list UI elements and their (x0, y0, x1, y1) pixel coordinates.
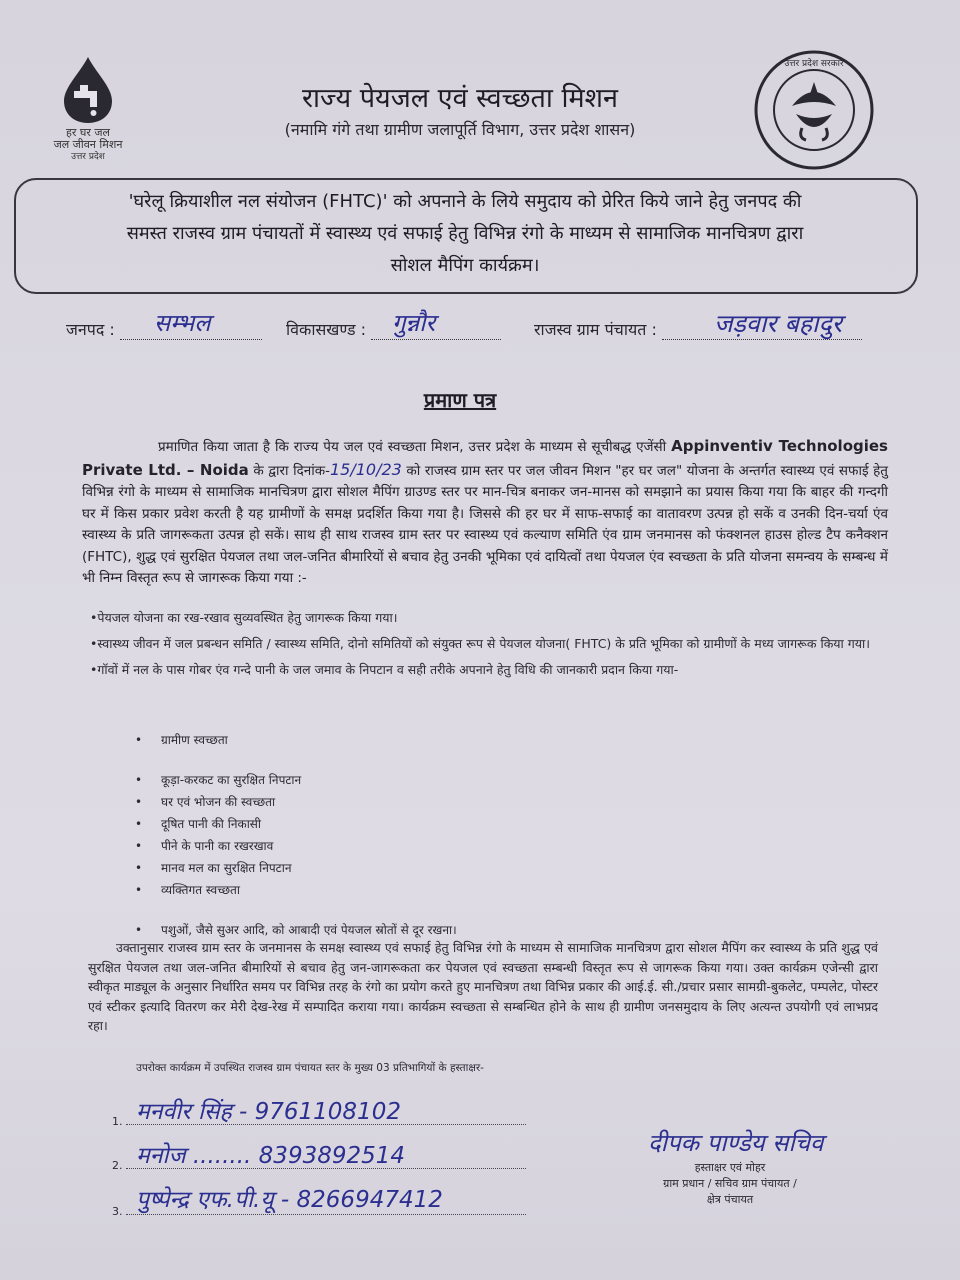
block-value: गुन्नौर (392, 309, 436, 337)
participant-phone: 8393892514 (258, 1143, 406, 1169)
para1-part-a: प्रमाणित किया जाता है कि राज्य पेय जल एवं स्वच्छता मिशन, उत्तर प्रदेश के माध्यम से सूचीबद्ध एजेंसी (158, 439, 667, 455)
participant-1-signature: मनवीर सिंह - 9761108102 (136, 1099, 401, 1125)
panchayat-label: राजस्व ग्राम पंचायत : (534, 320, 657, 339)
participant-3-signature: पुष्पेन्द्र एफ.पी.यू - 8266947412 (136, 1187, 443, 1213)
program-date: 15/10/23 (329, 459, 402, 479)
program-line: सोशल मैपिंग कार्यक्रम। (390, 255, 540, 276)
officer-line: ग्राम प्रधान / सचिव ग्राम पंचायत / (663, 1177, 797, 1190)
para1-part-b: के द्वारा दिनांक- (248, 462, 330, 479)
list-item: • पेयजल योजना का रख-रखाव सुव्यवस्थित हेतु जागरूक किया गया। (90, 608, 890, 628)
officer-line: हस्ताक्षर एवं मोहर (694, 1161, 766, 1174)
agency-name: Appinventiv Technologies Private Ltd. – Noida (82, 437, 888, 479)
list-item: • ग्रामीण स्वच्छता (135, 730, 457, 752)
participant-phone: 8266947412 (296, 1187, 443, 1213)
participant-number: 2. (112, 1159, 123, 1172)
program-line: 'घरेलू क्रियाशील नल संयोजन (FHTC)' को अपनाने के लिये समुदाय को प्रेरित किये जाने हेतु जनपद की (128, 191, 802, 212)
certificate-paragraph-1 (82, 436, 888, 590)
awareness-bullets (90, 608, 890, 686)
officer-signature: दीपक पाण्डेय सचिव (648, 1129, 824, 1157)
certificate-paragraph-2 (88, 938, 878, 1036)
list-item: • दूषित पानी की निकासी (135, 814, 457, 836)
logo-text-line: हर घर जल (66, 126, 110, 139)
logo-text-line: उत्तर प्रदेश (71, 152, 105, 162)
list-item: • मानव मल का सुरक्षित निपटान (135, 858, 457, 880)
panchayat-value: जड़वार बहादुर (714, 309, 842, 338)
list-item: • व्यक्तिगत स्वच्छता (135, 880, 457, 902)
program-title-text (30, 186, 900, 282)
list-item: • पीने के पानी का रखरखाव (135, 836, 457, 858)
list-item: • गॉवों में नल के पास गोबर एंव गन्दे पानी के जल जमाव के निपटान व सही तरीके अपनाने हेतु विधि की जानकारी प्रदान किया गया- (90, 660, 890, 680)
district-value: सम्भल (154, 309, 211, 337)
participant-name: मनवीर सिंह (136, 1099, 232, 1125)
mission-subtitle: (नमामि गंगे तथा ग्रामीण जलापूर्ति विभाग, उत्तर प्रदेश शासन) (284, 120, 636, 139)
logo-text-line: जल जीवन मिशन (53, 138, 123, 151)
jal-jeevan-mission-logo (28, 55, 148, 165)
participant-name: पुष्पेन्द्र एफ.पी.यू (136, 1187, 274, 1213)
certificate-title: प्रमाण पत्र (423, 388, 497, 412)
participant-number: 3. (112, 1205, 123, 1218)
list-item: • घर एवं भोजन की स्वच्छता (135, 792, 457, 814)
para2-text: उक्तानुसार राजस्व ग्राम स्तर के जनमानस के समक्ष स्वास्थ्य एवं सफाई हेतु विभिन्न रंगो के माध्यम से सामाजिक मानचित्रण द्वारा सोशल मैपिंग कर स्वास्थ्य के प्रति शुद्ध एवं सुरक्षित पेयजल तथा जल-जनित बीमारियों से बचाव हेतु जन-जागरूकता कर पेयजल एवं स्वच्छता सम्बन्धी विस्तृत रूप से जागरूक किया गया। उक्त कार्यक्रम एजेन्सी द्वारा स्वीकृत माड्यूल के अनुसार निर्धारित समय पर विभिन्न तरह के रंगो का प्रयोग करते हुए मानचित्रण तथा विभिन्न प्रकार की आई.ई. सी./प्रचार प्रसार सामग्री-बुकलेट, पम्पलेट, पोस्टर एवं स्टीकर इत्यादि वितरण कर मेरी देख-रेख में सम्पादित कराया गया। कार्यक्रम स्वच्छता से सम्बन्धित होने के साथ ही ग्रामीण जनसमुदाय के लिए अत्यन्त उपयोगी एवं लाभप्रद रहा। (88, 940, 878, 1033)
participants-caption: उपरोक्त कार्यक्रम में उपस्थित राजस्व ग्राम पंचायत स्तर के मुख्य 03 प्रतिभागियों के हस्ताक्षर- (136, 1062, 484, 1074)
participant-phone: 9761108102 (254, 1099, 401, 1125)
block-label: विकासखण्ड : (286, 320, 367, 339)
program-line: समस्त राजस्व ग्राम पंचायतों में स्वास्थ्य एवं सफाई हेतु विभिन्न रंगो के माध्यम से सामाजिक मानचित्रण द्वारा (126, 223, 804, 244)
sanitation-topics-list (135, 730, 457, 942)
seal-text: उत्तर प्रदेश सरकार (784, 59, 844, 69)
participant-name: मनोज (136, 1143, 186, 1169)
list-item: • पशुओं, जैसे सुअर आदि, को आबादी एवं पेयजल स्रोतों से दूर रखना। (135, 920, 457, 942)
mission-title: राज्य पेयजल एवं स्वच्छता मिशन (302, 83, 618, 114)
participant-number: 1. (112, 1115, 123, 1128)
list-item: • कूड़ा-करकट का सुरक्षित निपटान (135, 770, 457, 792)
participant-2-signature: मनोज ........ 8393892514 (136, 1143, 406, 1169)
para1-part-c: को राजस्व ग्राम स्तर पर जल जीवन मिशन "हर घर जल" योजना के अन्तर्गत स्वास्थ्य एवं सफाई हेतु विभिन्न रंगो के माध्यम से सामाजिक मानचित्रण द्वारा सोशल मैपिंग ग्राउण्ड स्तर पर मान-चित्र बनाकर जन-मानस को समझाने का प्रयास किया गया कि बाहर की गन्दगी घर में किस प्रकार प्रवेश करती है यह ग्रामीणों के समक्ष प्रदर्शित किया गया है। जिससे की हर घर में साफ-सफाई का वातावरण उत्पन्न हो सकें व उनकी दिन-चर्या एंव स्वास्थ्य के प्रति जागरूकता उत्पन्न हो सकें। साथ ही साथ राजस्व ग्राम स्तर पर स्वास्थ्य एवं कल्याण समिति एंव ग्राम जनमानस को फंक्शनल हाउस होल्ड टैप कनैक्शन (FHTC), शुद्ध एवं सुरक्षित पेयजल तथा जल-जनित बीमारियों से बचाव हेतु उनकी भूमिका एवं दायित्वों तथा पेयजल एंव स्वच्छता के प्रति योजना समन्वय के सम्बन्ध में भी निम्न विस्तृत रूप से जागरूक किया गया :- (82, 462, 888, 586)
officer-designation (630, 1160, 830, 1208)
officer-line: क्षेत्र पंचायत (706, 1193, 754, 1206)
list-item: • स्वास्थ्य जीवन में जल प्रबन्धन समिति / स्वास्थ्य समिति, दोनो समितियों को संयुक्त रूप से पेयजल योजना( FHTC) के प्रति भूमिका को ग्रामीणों के मध्य जागरूक किया गया। (90, 634, 890, 654)
district-label: जनपद : (66, 320, 115, 339)
up-government-seal (752, 48, 876, 172)
water-drop-tap-icon (50, 55, 126, 125)
